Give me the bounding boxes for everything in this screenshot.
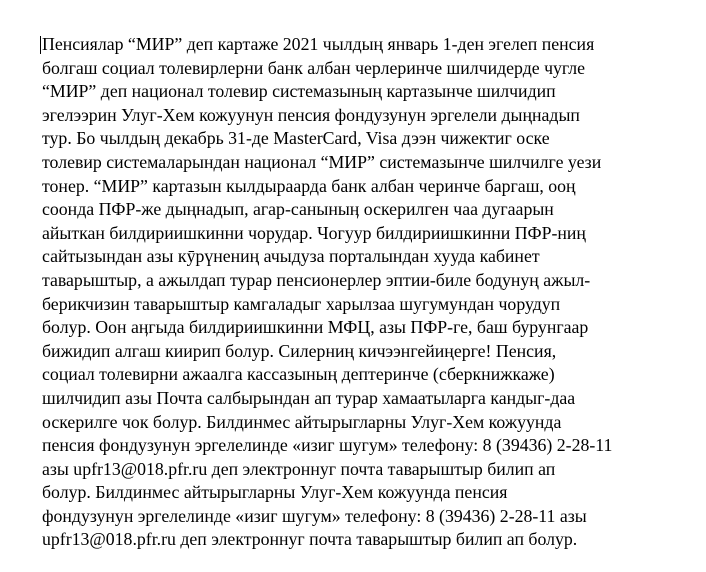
text-line: “МИР” деп национал толевир системазының картазынче шилчидип [42,81,556,102]
text-line: эгелээрин Улуг-Хем кожуунун пенсия фондузунун эргелели дыңнадып [42,104,580,125]
text-line: таварыштыр, а ажылдап турар пенсионерлер эптии-биле бодунуң ажыл- [42,269,591,290]
document-body[interactable] [42,33,682,552]
text-line: айыткан билдириишкинни чорудар. Чогуур билдириишкинни ПФР-ниң [42,222,586,243]
text-line: болур. Оон аӊгыда билдириишкинни МФЦ, азы ПФР-ге, баш бурунгаар [42,317,589,338]
text-line: тур. Бо чылдың декабрь 31-де MasterCard, Visa дээн чижектиг оске [42,128,550,149]
text-line: азы upfr13@018.pfr.ru деп электроннуг почта таварыштыр билип ап [42,458,556,479]
text-line: сайтызындан азы кӯрүнениң ачыдуза порталындан хууда кабинет [42,246,540,267]
text-line: болур. Билдинмес айтырыгларны Улуг-Хем кожуунда пенсия [42,482,508,503]
text-line: соонда ПФР-же дыңнадып, агар-саныныӊ оскерилген чаа дугаарын [42,199,554,220]
text-line: фондузунун эргелелинде «изиг шугум» телефону: 8 (39436) 2-28-11 азы [42,505,587,526]
text-line: берикчизин таварыштыр камгаладыг харылзаа шугумундан чорудуп [42,293,561,314]
text-line: пенсия фондузунун эргелелинде «изиг шугум» телефону: 8 (39436) 2-28-11 [42,435,613,456]
text-line: бижидип алгаш киирип болур. Силерниң кичээнгейиңерге! Пенсия, [42,340,557,361]
text-line: оскерилге чок болур. Билдинмес айтырыгларны Улуг-Хем кожуунда [42,411,562,432]
text-line: upfr13@018.pfr.ru деп электроннуг почта таварыштыр билип ап болур. [42,529,578,550]
text-line: тонер. “МИР” картазын кылдыраарда банк албан черинче баргаш, ооң [42,175,576,196]
text-cursor [40,36,41,54]
text-line: шилчидип азы Почта салбырындан ап турар хамаатыларга кандыг-даа [42,387,576,408]
text-line: болгаш социал толевирлерни банк албан черлеринче шилчидерде чугле [42,57,586,78]
text-line: социал толевирни ажаалга кассазының дептеринче (сберкнижкаже) [42,364,555,385]
text-line: толевир системаларындан национал “МИР” системазынче шилчилге уези [42,151,602,172]
text-line: Пенсиялар “МИР” деп картаже 2021 чылдың январь 1-ден эгелеп пенсия [42,34,595,54]
